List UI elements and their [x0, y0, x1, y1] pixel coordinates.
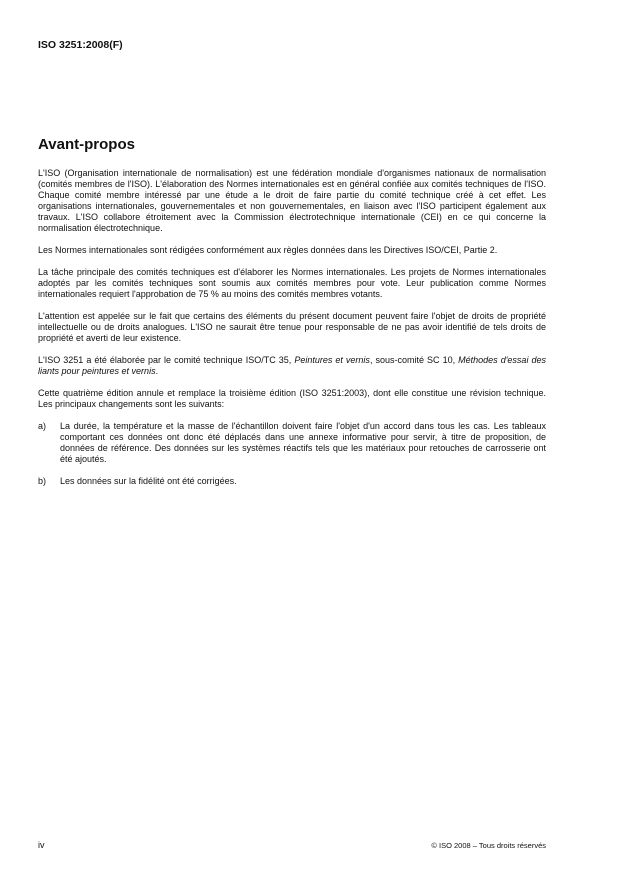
paragraph-directives: Les Normes internationales sont rédigées conformément aux règles données dans les Directives ISO/CEI, Partie 2.	[38, 245, 498, 255]
list-item-text: Les données sur la fidélité ont été corrigées.	[60, 476, 237, 486]
list-item-text: La durée, la température et la masse de l'échantillon doivent faire l'objet d'un accord dans tous les cas. Les tableaux comportant ces données ont donc été déplacés dans une annexe informative pour servir, à titre de proposition, de données de référence. Des données sur les systèmes réactifs tels que les matériaux pour retouches de carrosserie ont été ajoutés.	[60, 421, 546, 464]
copyright-notice: © ISO 2008 – Tous droits réservés	[431, 841, 546, 850]
attribution-sc-title: Méthodes d'essai des liants pour peintures et vernis	[38, 355, 546, 376]
list-marker: b)	[38, 476, 47, 486]
attribution-text-3: .	[155, 366, 159, 376]
attribution-tc-title: Peintures et vernis	[294, 355, 370, 365]
paragraph-technical-committees: La tâche principale des comités techniques est d'élaborer les Normes internationales. Les projets de Normes internationales adoptés par les comités techniques sont soumis aux comités membres pour vote. Leur publication comme Normes internationales requiert l'approbation de 75 % au moins des comités membres votants.	[38, 267, 546, 299]
paragraph-patent-rights: L'attention est appelée sur le fait que certains des éléments du présent document peuvent faire l'objet de droits de propriété intellectuelle ou de droits analogues. L'ISO ne saurait être tenue pour responsable de ne pas avoir identifié de tels droits de propriété et averti de leur existence.	[38, 311, 546, 343]
change-item	[38, 476, 546, 487]
document-id-header: ISO 3251:2008(F)	[38, 39, 123, 51]
page-number: iv	[38, 840, 45, 850]
list-marker: a)	[38, 421, 47, 431]
attribution-text-2: , sous-comité SC 10,	[369, 355, 456, 365]
section-title: Avant-propos	[38, 136, 135, 153]
paragraph-edition-notice: Cette quatrième édition annule et remplace la troisième édition (ISO 3251:2003), dont elle constitue une révision technique. Les principaux changements sont les suivants:	[38, 388, 546, 409]
change-item	[38, 421, 546, 465]
paragraph-committee-attribution	[38, 355, 546, 377]
foreword-body	[38, 168, 546, 498]
attribution-text-1: L'ISO 3251 a été élaborée par le comité technique ISO/TC 35,	[38, 355, 292, 365]
paragraph-iso-organisation: L'ISO (Organisation internationale de normalisation) est une fédération mondiale d'organismes nationaux de normalisation (comités membres de l'ISO). L'élaboration des Normes internationales est en général confiée aux comités techniques de l'ISO. Chaque comité membre intéressé par une étude a le droit de faire partie du comité technique créé à cet effet. Les organisations internationales, gouvernementales et non gouvernementales, en liaison avec l'ISO participent également aux travaux. L'ISO collabore étroitement avec la Commission électrotechnique internationale (CEI) en ce qui concerne la normalisation électrotechnique.	[38, 168, 546, 233]
